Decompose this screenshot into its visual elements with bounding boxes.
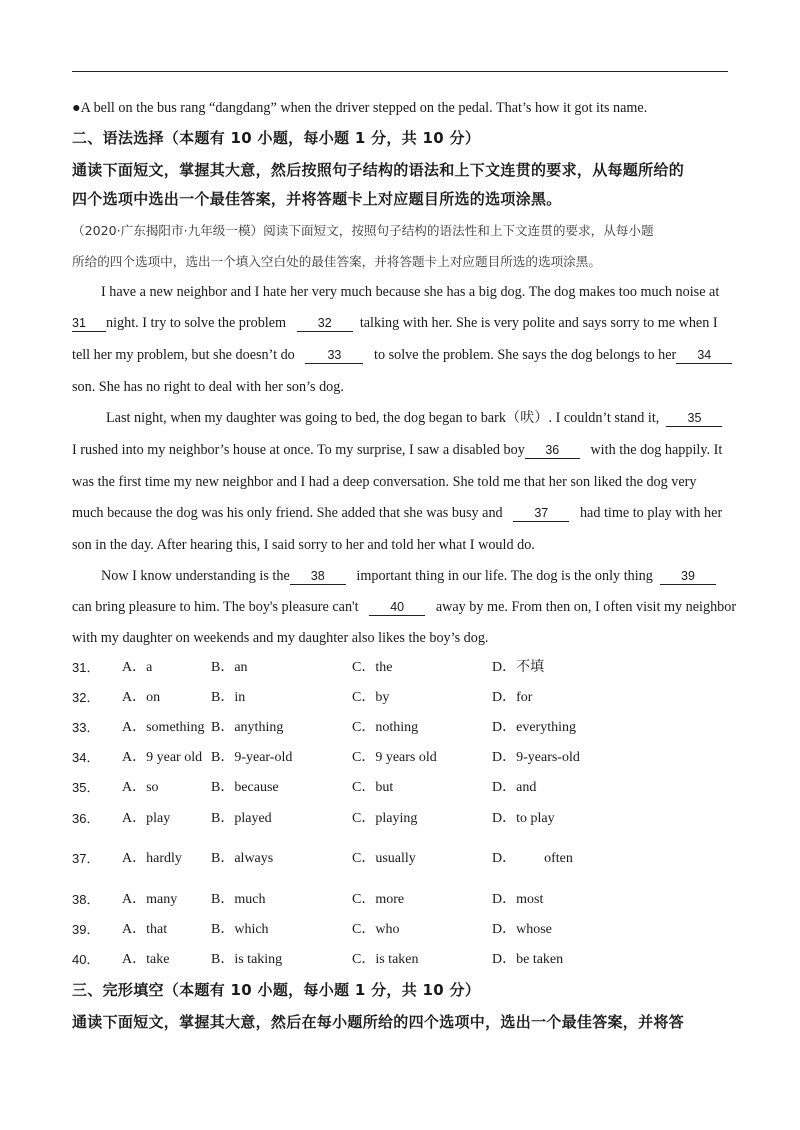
option-row [72, 718, 732, 740]
section3-heading: 三、完形填空（本题有 10 小题，每小题 1 分，共 10 分） [72, 981, 481, 999]
question-number: 36． [72, 811, 100, 826]
option-a: A．a [122, 660, 153, 675]
option-row [72, 809, 732, 831]
blank-33: 33 [305, 348, 363, 364]
passage-text: away by me. From then on, I often visit my neighbor [435, 599, 737, 615]
option-b: B．because [211, 780, 279, 795]
bullet-line: ●A bell on the bus rang “dangdang” when the driver stepped on the pedal. That’s how it got its name. [72, 100, 648, 116]
question-number: 37． [72, 851, 100, 866]
option-d: D．9-years-old [492, 750, 580, 765]
passage-text: had time to play with her [579, 505, 723, 521]
passage-text: night. I try to solve the problem [106, 315, 287, 331]
blank-39: 39 [660, 569, 716, 585]
option-a: A．on [122, 690, 161, 705]
option-b: B．9-year-old [211, 750, 293, 765]
option-a: A．so [122, 780, 159, 795]
blank-35: 35 [666, 411, 722, 427]
option-b: B．much [211, 892, 266, 907]
option-c: C．usually [352, 851, 416, 866]
blank-31: 31 [72, 316, 106, 332]
option-d: D．everything [492, 720, 576, 735]
header-rule [72, 71, 728, 72]
option-a: A．that [122, 922, 168, 937]
section2-instruction-2: 四个选项中选出一个最佳答案，并将答题卡上对应题目所选的选项涂黑。 [72, 190, 562, 208]
option-a: A．many [122, 892, 178, 907]
passage-text: important thing in our life. The dog is the only thing [356, 568, 653, 584]
passage-p3-line1 [101, 566, 716, 586]
option-b: B．which [211, 922, 269, 937]
option-b: B．in [211, 690, 246, 705]
passage-p2-line2 [72, 440, 722, 460]
option-b: B．played [211, 811, 272, 826]
passage-p2-line1 [106, 408, 722, 428]
option-row [72, 950, 732, 972]
option-c: C．nothing [352, 720, 419, 735]
option-a: A．take [122, 952, 170, 967]
option-d: D． often [492, 851, 573, 866]
option-c: C．the [352, 660, 393, 675]
option-a: A．something [122, 720, 205, 735]
passage-p1-line2 [72, 313, 718, 333]
option-c: C．who [352, 922, 400, 937]
option-b: B．anything [211, 720, 284, 735]
passage-text: I rushed into my neighbor’s house at once. To my surprise, I saw a disabled boy [72, 442, 525, 458]
question-number: 34． [72, 750, 100, 765]
question-number: 31． [72, 660, 100, 675]
option-c: C．is taken [352, 952, 419, 967]
option-row [72, 748, 732, 770]
option-a: A．9 year old [122, 750, 203, 765]
option-d: D．most [492, 892, 544, 907]
passage-p1-line1: I have a new neighbor and I hate her very much because she has a big dog. The dog makes too much noise at [101, 284, 720, 300]
blank-34: 34 [676, 348, 732, 364]
option-row [72, 658, 732, 680]
option-c: C．9 years old [352, 750, 437, 765]
option-b: B．always [211, 851, 274, 866]
passage-p2-line5: son in the day. After hearing this, I said sorry to her and told her what I would do. [72, 537, 535, 553]
blank-36: 36 [525, 443, 580, 459]
question-number: 40． [72, 952, 100, 967]
passage-text: with the dog happily. It [590, 442, 723, 458]
option-d: D．不填 [492, 660, 545, 675]
passage-p1-line3 [72, 345, 732, 365]
passage-p1-line4: son. She has no right to deal with her son’s dog. [72, 379, 344, 395]
option-d: D．whose [492, 922, 552, 937]
option-c: C．but [352, 780, 394, 795]
option-row [72, 778, 732, 800]
option-row [72, 920, 732, 942]
option-b: B．is taking [211, 952, 283, 967]
passage-text: tell her my problem, but she doesn’t do [72, 347, 295, 363]
question-number: 35． [72, 780, 100, 795]
option-row [72, 890, 732, 912]
passage-text: much because the dog was his only friend. She added that she was busy and [72, 505, 503, 521]
section3-instruction-1: 通读下面短文，掌握其大意，然后在每小题所给的四个选项中，选出一个最佳答案，并将答 [72, 1013, 685, 1031]
section2-instruction-1: 通读下面短文，掌握其大意，然后按照句子结构的语法和上下文连贯的要求，从每题所给的 [72, 161, 685, 179]
blank-32: 32 [297, 316, 353, 332]
option-d: D．be taken [492, 952, 564, 967]
option-b: B．an [211, 660, 248, 675]
passage-p3-line2 [72, 597, 736, 617]
option-d: D．and [492, 780, 537, 795]
option-row [72, 688, 732, 710]
source-line-2: 所给的四个选项中，选出一个填入空白处的最佳答案，并将答题卡上对应题目所选的选项涂黑。 [72, 254, 601, 269]
blank-40: 40 [369, 600, 425, 616]
passage-p2-line4 [72, 503, 722, 523]
option-d: D．for [492, 690, 533, 705]
passage-text: Now I know understanding is the [101, 568, 290, 584]
blank-38: 38 [290, 569, 346, 585]
question-number: 32． [72, 690, 100, 705]
option-c: C．more [352, 892, 405, 907]
option-row [72, 849, 732, 871]
passage-p3-line3: with my daughter on weekends and my daughter also likes the boy’s dog. [72, 630, 489, 646]
passage-p2-line3: was the first time my new neighbor and I had a deep conversation. She told me that her son liked the dog very [72, 474, 697, 490]
passage-text: talking with her. She is very polite and says sorry to me when I [359, 315, 718, 331]
option-a: A．play [122, 811, 171, 826]
option-a: A．hardly [122, 851, 182, 866]
option-c: C．by [352, 690, 390, 705]
question-number: 39． [72, 922, 100, 937]
blank-37: 37 [513, 506, 569, 522]
source-line-1: （2020·广东揭阳市·九年级一模）阅读下面短文，按照句子结构的语法性和上下文连贯的要求，从每小题 [72, 223, 654, 238]
passage-text: Last night, when my daughter was going to bed, the dog began to bark（吠）. I couldn’t stand it, [106, 410, 660, 426]
passage-text: can bring pleasure to him. The boy's pleasure can't [72, 599, 359, 615]
option-c: C．playing [352, 811, 418, 826]
question-number: 38． [72, 892, 100, 907]
section2-heading: 二、语法选择（本题有 10 小题，每小题 1 分，共 10 分） [72, 129, 481, 147]
option-d: D．to play [492, 811, 555, 826]
passage-text: to solve the problem. She says the dog belongs to her [374, 347, 677, 363]
question-number: 33． [72, 720, 100, 735]
